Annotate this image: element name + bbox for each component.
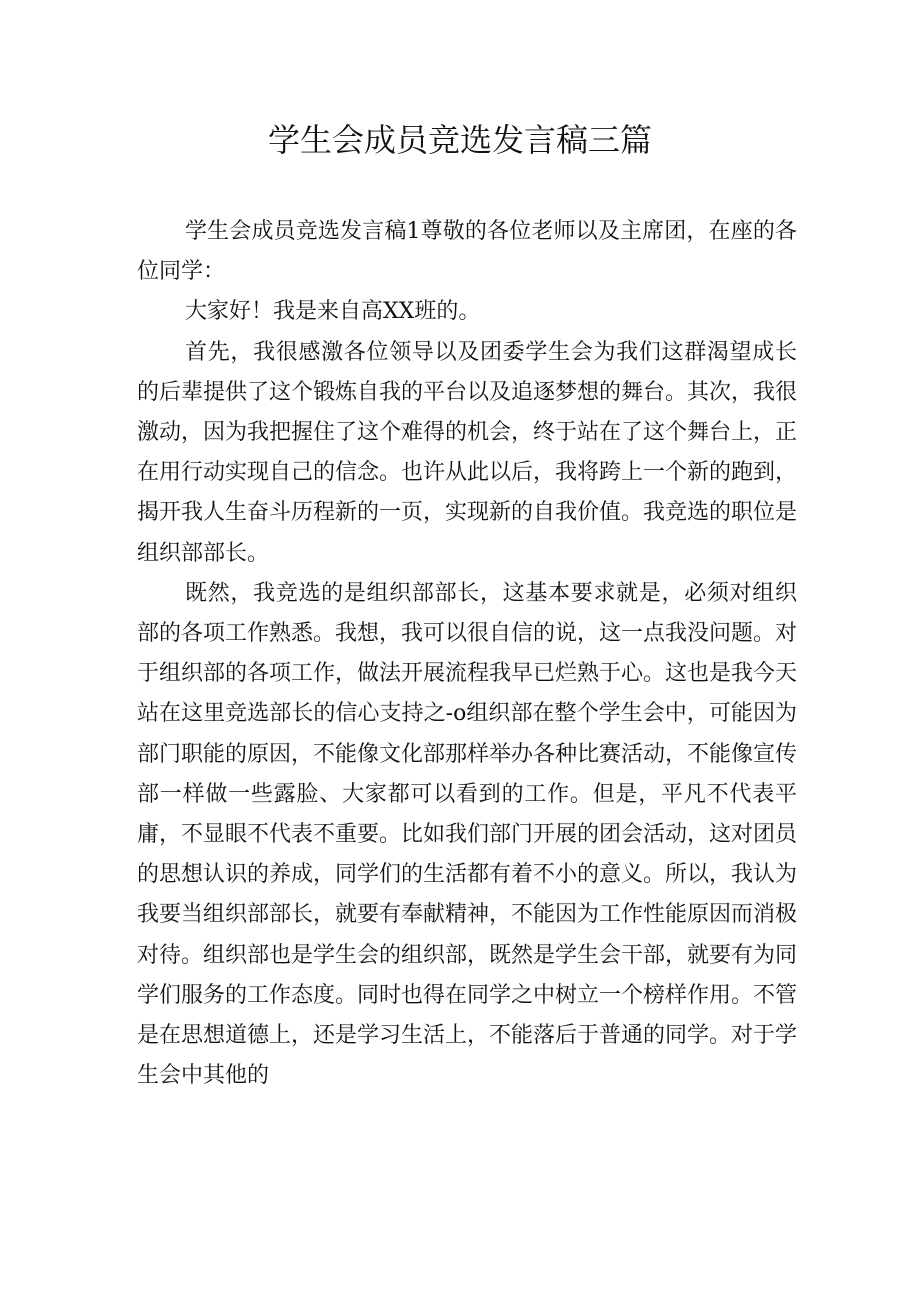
document-body bbox=[137, 212, 797, 1096]
paragraph-position: 既然，我竞选的是组织部部长，这基本要求就是，必须对组织部的各项工作熟悉。我想，我可以很自信的说，这一点我没问题。对于组织部的各项工作，做法开展流程我早已烂熟于心。这也是我今天站在这里竞选部长的信心支持之-o组织部在整个学生会中，可能因为部门职能的原因，不能像文化部那样举办各种比赛活动，不能像宣传部一样做一些露脸、大家都可以看到的工作。但是，平凡不代表平庸，不显眼不代表不重要。比如我们部门开展的团会活动，这对团员的思想认识的养成，同学们的生活都有着不小的意义。所以，我认为我要当组织部部长，就要有奉献精神，不能因为工作性能原因而消极对待。组织部也是学生会的组织部，既然是学生会干部，就要有为同学们服务的工作态度。同时也得在同学之中树立一个榜样作用。不管是在思想道德上，还是学习生活上，不能落后于普通的同学。对于学生会中其他的 bbox=[137, 580, 798, 1089]
document-title: 学生会成员竞选发言稿三篇 bbox=[267, 121, 652, 159]
paragraph-greeting: 大家好！我是来自高XX班的。 bbox=[185, 299, 481, 325]
paragraph-thanks: 首先，我很感激各位领导以及团委学生会为我们这群渴望成长的后辈提供了这个锻炼自我的平台以及追逐梦想的舞台。其次，我很激动，因为我把握住了这个难得的机会，终于站在了这个舞台上，正在用行动实现自己的信念。也许从此以后，我将跨上一个新的跑到，揭开我人生奋斗历程新的一页，实现新的自我价值。我竞选的职位是组织部部长。 bbox=[137, 339, 798, 566]
paragraph-intro: 学生会成员竞选发言稿1尊敬的各位老师以及主席团，在座的各位同学： bbox=[137, 219, 797, 285]
